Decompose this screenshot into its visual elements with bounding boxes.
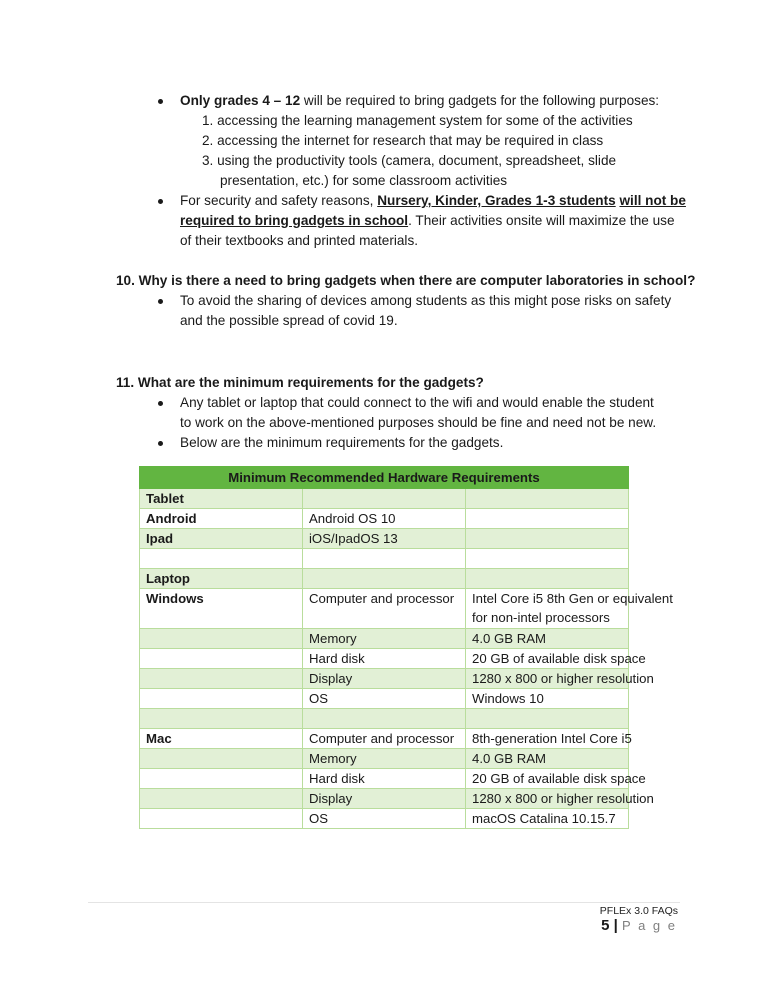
mac-harddisk: 20 GB of available disk space [466,769,629,789]
table-row [140,629,629,649]
grades-not-required: Nursery, Kinder, Grades 1-3 students [377,193,616,208]
mac-label: Mac [140,729,303,749]
purpose-item: 1. accessing the learning management system for some of the activities [202,113,633,128]
not-required-emphasis-cont: required to bring gadgets in school [180,213,409,228]
table-row [140,569,629,589]
bullet-dot [158,401,163,406]
table-row [140,809,629,829]
table-row [140,689,629,709]
table-row [140,589,629,629]
win-display: 1280 x 800 or higher resolution [466,669,629,689]
table-row [140,529,629,549]
intro-bullet-2-line-3: of their textbooks and printed materials. [180,233,419,248]
table-row [140,509,629,529]
table-row [140,749,629,769]
bullet-dot [158,199,163,204]
answer-11-line-2: to work on the above-mentioned purposes should be fine and need not be new. [180,415,657,430]
os-label: OS [303,689,466,709]
grades-emphasis: Only grades 4 – 12 [180,93,301,108]
table-header-row [140,467,629,489]
table-row [140,669,629,689]
answer-11-bullet-2: Below are the minimum requirements for the gadgets. [180,435,504,450]
table-row [140,489,629,509]
mac-display-label: Display [303,789,466,809]
table-row [140,729,629,749]
bullet-dot [158,99,163,104]
bullet-dot [158,299,163,304]
mac-display: 1280 x 800 or higher resolution [466,789,629,809]
purpose-item-continued: presentation, etc.) for some classroom activities [220,173,508,188]
intro-bullet-2: For security and safety reasons, Nursery, Kinder, Grades 1-3 students will not be [180,193,686,208]
table-title: Minimum Recommended Hardware Requirements [140,467,629,489]
table-row [140,549,629,569]
footer-doc-title: PFLEx 3.0 FAQs [599,905,678,917]
footer-divider [88,902,680,903]
page-word: P a g e [622,918,677,933]
android-os: Android OS 10 [303,509,466,529]
not-required-emphasis: will not be [619,193,686,208]
bullet-dot [158,441,163,446]
ipad-label: Ipad [140,529,303,549]
tablet-label: Tablet [140,489,303,509]
purpose-item: 3. using the productivity tools (camera, document, spreadsheet, slide [202,153,617,168]
mac-cpu-label: Computer and processor [303,729,466,749]
win-cpu-value: Intel Core i5 8th Gen or equivalent for non-intel processors [466,589,629,629]
table-row [140,769,629,789]
win-memory: 4.0 GB RAM [466,629,629,649]
table-row [140,709,629,729]
question-10: 10. Why is there a need to bring gadgets when there are computer laboratories in school? [116,273,696,288]
hardware-requirements-table [139,466,673,829]
windows-label: Windows [140,589,303,629]
win-os: Windows 10 [466,689,629,709]
question-11: 11. What are the minimum requirements for the gadgets? [116,375,484,390]
footer-page-indicator [601,917,677,935]
answer-11-line-1: Any tablet or laptop that could connect to the wifi and would enable the student [180,395,654,410]
mac-os: macOS Catalina 10.15.7 [466,809,629,829]
ipad-os: iOS/IpadOS 13 [303,529,466,549]
android-label: Android [140,509,303,529]
mac-memory-label: Memory [303,749,466,769]
intro-bullet-1: Only grades 4 – 12 will be required to bring gadgets for the following purposes: [180,93,660,108]
answer-10-line-1: To avoid the sharing of devices among students as this might pose risks on safety [180,293,672,308]
table-row [140,649,629,669]
answer-10-line-2: and the possible spread of covid 19. [180,313,398,328]
page-number: 5 [601,917,610,934]
table-row [140,789,629,809]
purpose-item: 2. accessing the internet for research that may be required in class [202,133,604,148]
laptop-label: Laptop [140,569,303,589]
display-label: Display [303,669,466,689]
harddisk-label: Hard disk [303,649,466,669]
page-separator: | [613,917,618,934]
memory-label: Memory [303,629,466,649]
win-cpu-label: Computer and processor [303,589,466,629]
mac-cpu: 8th-generation Intel Core i5 [466,729,629,749]
win-harddisk: 20 GB of available disk space [466,649,629,669]
mac-harddisk-label: Hard disk [303,769,466,789]
intro-bullet-2-line-2: required to bring gadgets in school. Their activities onsite will maximize the use [180,213,675,228]
mac-memory: 4.0 GB RAM [466,749,629,769]
mac-os-label: OS [303,809,466,829]
